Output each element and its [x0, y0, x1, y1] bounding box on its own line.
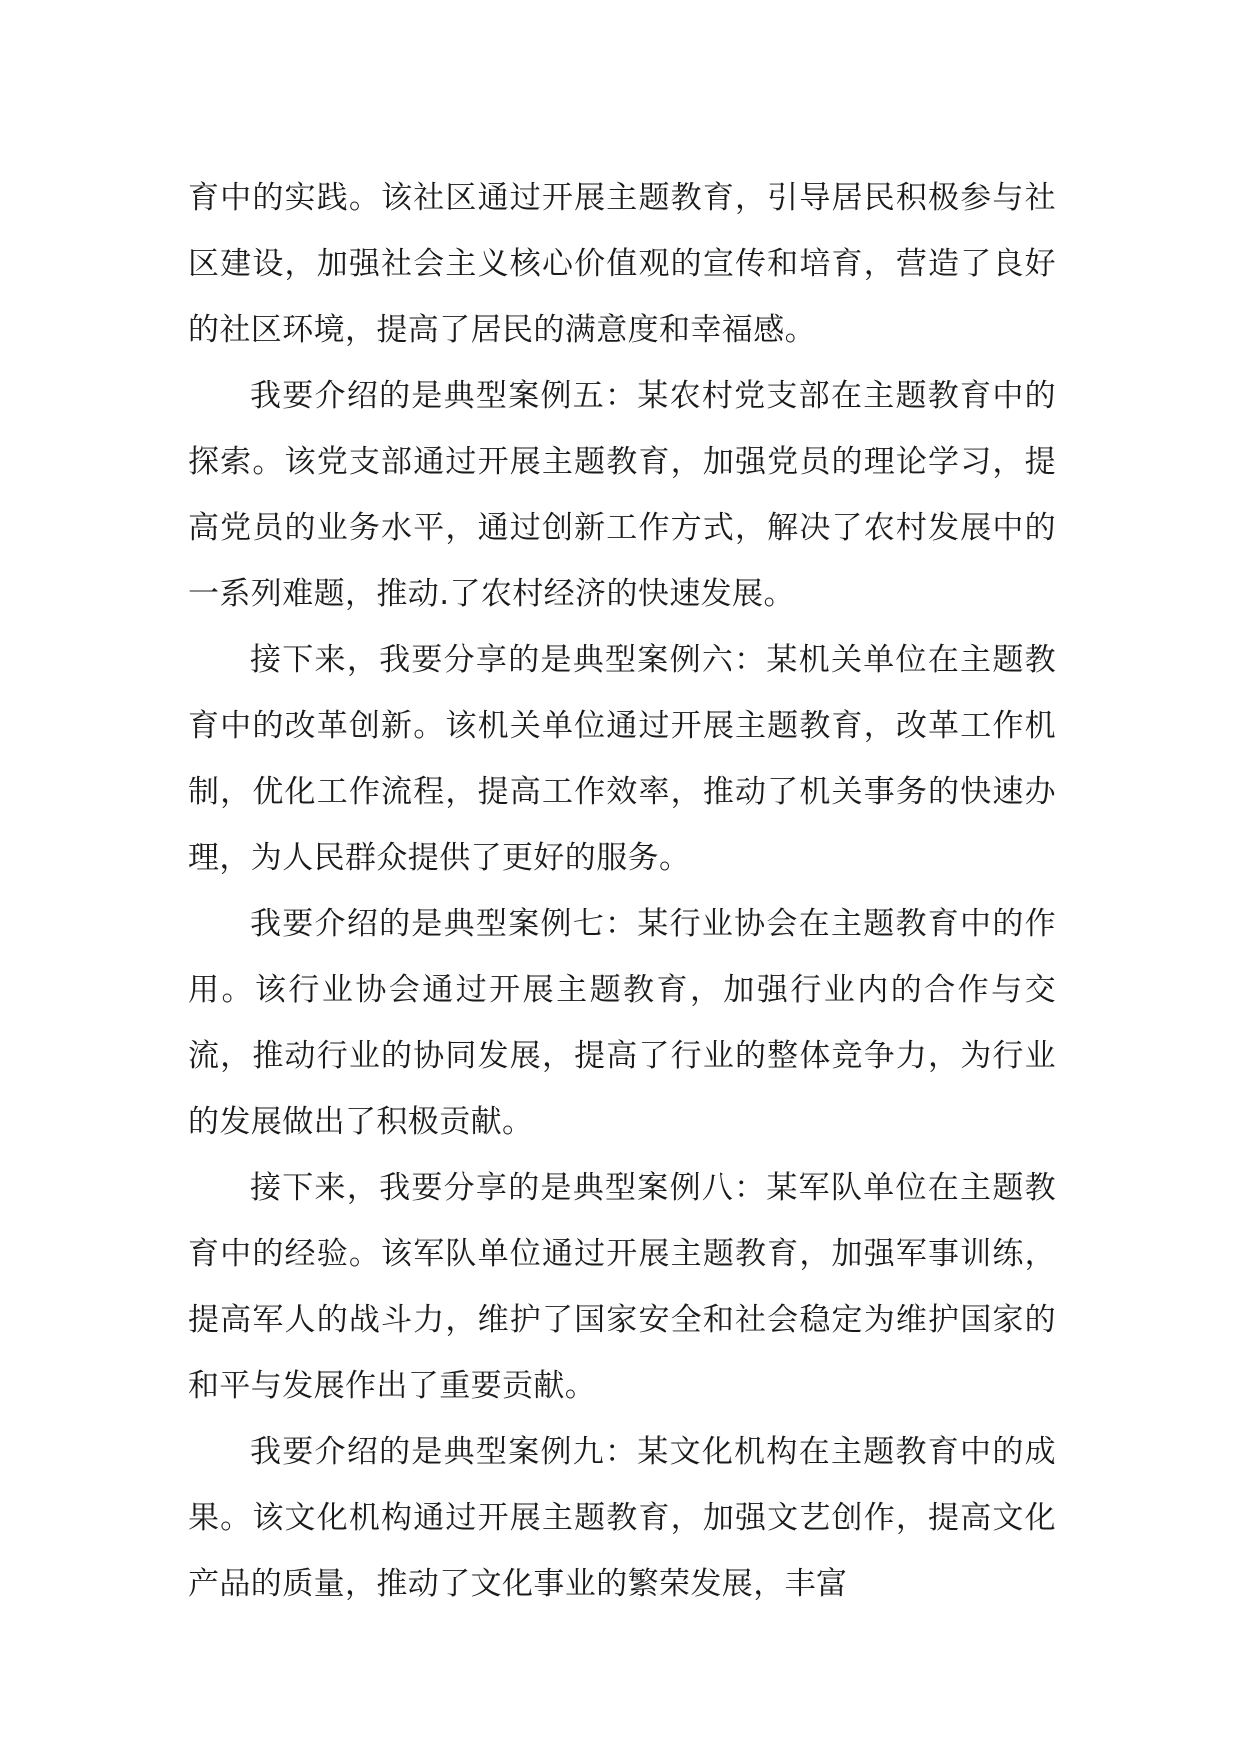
- paragraph-case-9: 我要介绍的是典型案例九：某文化机构在主题教育中的成果。该文化机构通过开展主题教育，加强文艺创作，提高文化产品的质量，推动了文化事业的繁荣发展，丰富: [188, 1434, 1056, 1602]
- paragraph-case-7: 我要介绍的是典型案例七：某行业协会在主题教育中的作用。该行业协会通过开展主题教育，加强行业内的合作与交流，推动行业的协同发展，提高了行业的整体竞争力，为行业的发展做出了积极贡献。: [188, 906, 1056, 1140]
- paragraph-case-6: 接下来，我要分享的是典型案例六：某机关单位在主题教育中的改革创新。该机关单位通过开展主题教育，改革工作机制，优化工作流程，提高工作效率，推动了机关事务的快速办理，为人民群众提供了更好的服务。: [188, 642, 1056, 876]
- paragraph-case-4-continued: 育中的实践。该社区通过开展主题教育，引导居民积极参与社区建设，加强社会主义核心价值观的宣传和培育，营造了良好的社区环境，提高了居民的满意度和幸福感。: [188, 180, 1056, 348]
- paragraph-case-8: 接下来，我要分享的是典型案例八：某军队单位在主题教育中的经验。该军队单位通过开展主题教育，加强军事训练，提高军人的战斗力，维护了国家安全和社会稳定为维护国家的和平与发展作出了重要贡献。: [188, 1170, 1056, 1404]
- paragraph-case-5: 我要介绍的是典型案例五：某农村党支部在主题教育中的探索。该党支部通过开展主题教育，加强党员的理论学习，提高党员的业务水平，通过创新工作方式，解决了农村发展中的一系列难题，推动.了农村经济的快速发展。: [188, 378, 1056, 612]
- document-body: [188, 165, 1056, 1617]
